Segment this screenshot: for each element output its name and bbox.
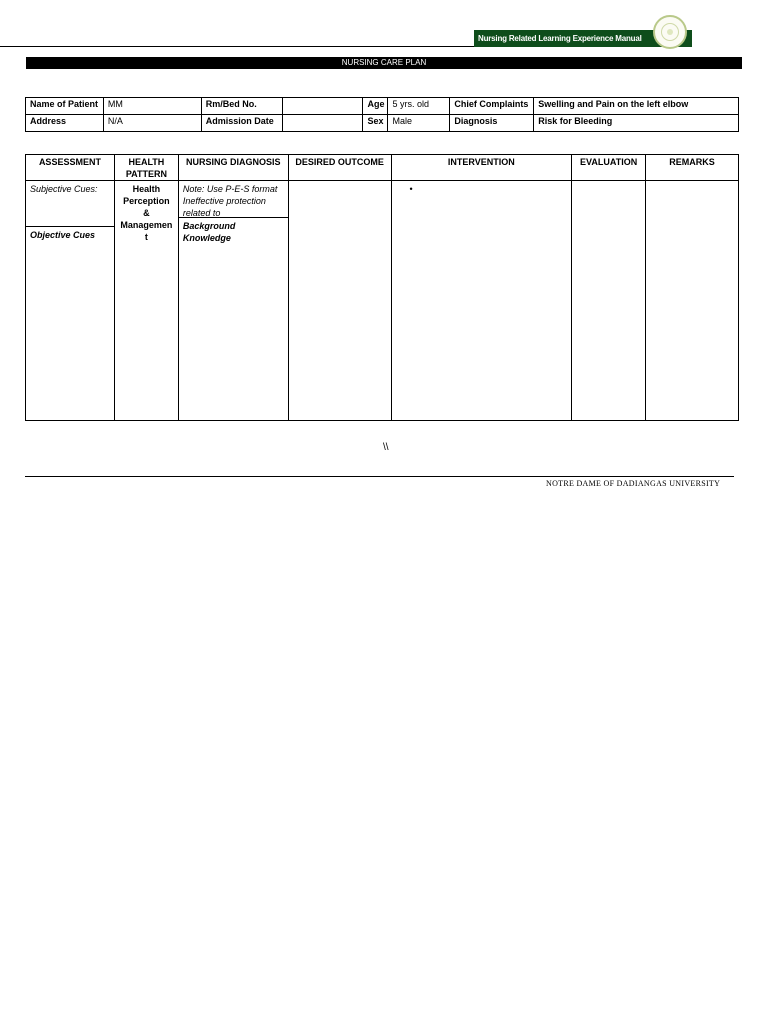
nursing-diagnosis-header: NURSING DIAGNOSIS [178,155,288,181]
desired-outcome-cell[interactable] [288,181,391,421]
evaluation-header: EVALUATION [572,155,646,181]
rmbed-label: Rm/Bed No. [201,98,282,115]
background-knowledge: Background Knowledge [182,221,236,243]
table-header-row [26,155,739,181]
desired-outcome-header: DESIRED OUTCOME [288,155,391,181]
subjective-cues: Subjective Cues: [26,181,114,227]
intervention-cell[interactable] [391,181,572,421]
table-row [26,98,739,115]
university-name: NOTRE DAME OF DADIANGAS UNIVERSITY [546,479,721,488]
objective-cues: Objective Cues [30,230,96,240]
intervention-header: INTERVENTION [391,155,572,181]
chief-complaints-label: Chief Complaints [450,98,534,115]
sex-label: Sex [363,115,388,132]
diagnosis-note: Note: Use P-E-S format [182,184,278,194]
footer-rule [25,476,734,477]
footer-mark: \\ [383,442,389,453]
admission-date-field[interactable] [282,115,363,132]
assessment-header: ASSESSMENT [26,155,115,181]
diagnosis-field[interactable]: Risk for Bleeding [534,115,739,132]
bullet-icon: • [409,184,413,194]
address-field[interactable]: N/A [103,115,201,132]
diagnosis-text-2: related to [182,208,221,218]
page-title: NURSING CARE PLAN [26,57,742,69]
rmbed-field[interactable] [282,98,363,115]
sex-field[interactable]: Male [388,115,450,132]
remarks-cell[interactable] [646,181,739,421]
name-field[interactable]: MM [103,98,201,115]
name-label: Name of Patient [26,98,104,115]
diagnosis-label: Diagnosis [450,115,534,132]
evaluation-cell[interactable] [572,181,646,421]
age-field[interactable]: 5 yrs. old [388,98,450,115]
age-label: Age [363,98,388,115]
nursing-diagnosis-cell[interactable] [178,181,288,421]
health-pattern-header: HEALTH PATTERN [114,155,178,181]
table-row [26,115,739,132]
health-pattern-cell[interactable] [114,181,178,421]
manual-title-banner: Nursing Related Learning Experience Manual [474,30,692,47]
assessment-cell[interactable] [26,181,115,421]
health-pattern-value: Health Perception & Managemen t [120,184,173,242]
chief-complaints-field[interactable]: Swelling and Pain on the left elbow [534,98,739,115]
address-label: Address [26,115,104,132]
header-rule [0,46,476,47]
patient-info-table [25,97,739,132]
table-row [26,181,739,421]
diagnosis-text-1: Ineffective protection [182,196,266,206]
remarks-header: REMARKS [646,155,739,181]
university-seal-icon [653,15,687,49]
admission-date-label: Admission Date [201,115,282,132]
care-plan-table [25,154,739,421]
